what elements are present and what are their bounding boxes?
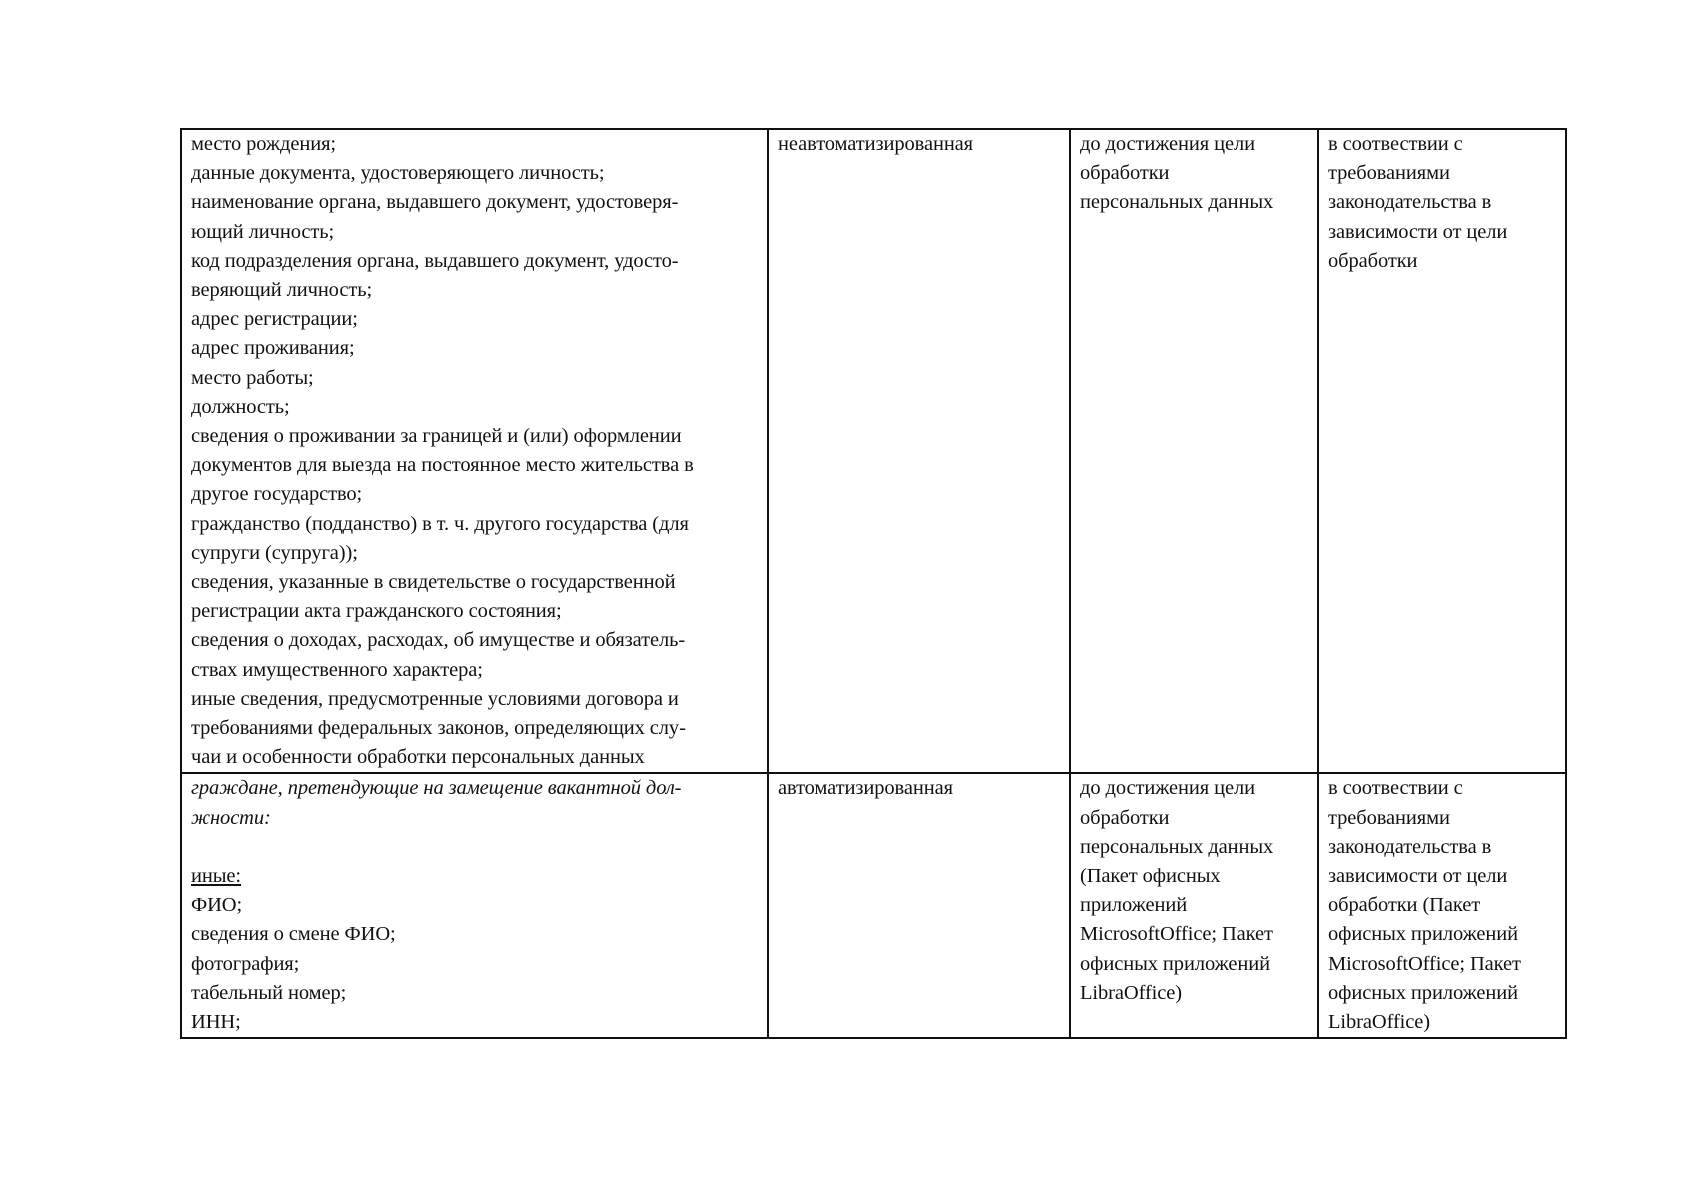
storage-term-line: законодательства в (1328, 191, 1492, 214)
processing-term-line: персональных данных (1080, 835, 1274, 858)
blank-line (191, 833, 761, 862)
processing-term-line: обработки (1080, 162, 1170, 185)
processing-term-line: LibraOffice) (1080, 981, 1183, 1004)
storage-term-line: обработки (Пакет (1328, 894, 1481, 917)
table-row (181, 129, 1566, 773)
processing-method-cell (768, 129, 1070, 773)
processing-term-line: до достижения цели (1080, 777, 1255, 800)
storage-term-line: законодательства в (1328, 835, 1492, 858)
storage-term-line: требованиями (1328, 162, 1450, 185)
storage-term-cell (1318, 129, 1566, 773)
processing-term-line: до достижения цели (1080, 133, 1255, 155)
category-line: иные сведения, предусмотренные условиями договора и (191, 687, 679, 710)
category-line: код подразделения органа, выдавшего документ, удосто- (191, 249, 679, 272)
category-line: другое государство; (191, 483, 363, 506)
category-line: требованиями федеральных законов, определяющих слу- (191, 717, 686, 740)
data-categories-cell (181, 129, 768, 773)
category-line: должность; (191, 395, 290, 418)
category-line: ИНН; (191, 1011, 241, 1034)
subject-category-line: граждане, претендующие на замещение вакантной дол- (191, 777, 682, 800)
processing-term-cell (1070, 773, 1318, 1038)
processing-term-line: (Пакет офисных (1080, 865, 1221, 888)
data-categories-cell (181, 773, 768, 1038)
category-line: фотография; (191, 952, 300, 975)
processing-term-line: офисных приложений (1080, 952, 1270, 975)
storage-term-line: требованиями (1328, 806, 1450, 829)
category-line: веряющий личность; (191, 279, 373, 302)
storage-term-line: обработки (1328, 249, 1418, 272)
category-line: ствах имущественного характера; (191, 658, 483, 681)
category-line: данные документа, удостоверяющего личность; (191, 162, 605, 185)
table-row (181, 773, 1566, 1038)
category-line: ФИО; (191, 894, 243, 917)
category-line: ющий личность; (191, 220, 335, 243)
category-line: адрес регистрации; (191, 308, 358, 331)
processing-method-cell (768, 773, 1070, 1038)
storage-term-line: в соотвествии с (1328, 777, 1463, 800)
processing-term-line: персональных данных (1080, 191, 1274, 214)
category-line: адрес проживания; (191, 337, 355, 360)
category-line: наименование органа, выдавшего документ, удостоверя- (191, 191, 679, 214)
storage-term-cell (1318, 773, 1566, 1038)
category-line: сведения о смене ФИО; (191, 923, 396, 946)
processing-term-line: приложений (1080, 894, 1188, 917)
storage-term-line: LibraOffice) (1328, 1011, 1431, 1034)
storage-term-line: в соотвествии с (1328, 133, 1463, 155)
personal-data-table (180, 128, 1567, 1039)
storage-term-line: офисных приложений (1328, 923, 1518, 946)
category-line: гражданство (подданство) в т. ч. другого государства (для (191, 512, 689, 535)
category-line: место работы; (191, 366, 314, 389)
subject-category-line: жности: (191, 806, 271, 829)
category-line: документов для выезда на постоянное место жительства в (191, 454, 694, 477)
category-line: табельный номер; (191, 981, 347, 1004)
storage-term-line: офисных приложений (1328, 981, 1518, 1004)
category-line: сведения о доходах, расходах, об имуществе и обязатель- (191, 629, 686, 652)
category-line: супруги (супруга)); (191, 541, 358, 564)
storage-term-line: зависимости от цели (1328, 220, 1508, 243)
storage-term-line: MicrosoftOffice; Пакет (1328, 952, 1521, 975)
category-line: сведения, указанные в свидетельстве о государственной (191, 571, 676, 594)
category-line: регистрации акта гражданского состояния; (191, 600, 562, 623)
storage-term-line: зависимости от цели (1328, 865, 1508, 888)
category-line: место рождения; (191, 133, 336, 155)
other-heading: иные: (191, 865, 242, 888)
category-line: чаи и особенности обработки персональных данных (191, 746, 645, 769)
processing-term-line: обработки (1080, 806, 1170, 829)
processing-term-line: MicrosoftOffice; Пакет (1080, 923, 1273, 946)
category-line: сведения о проживании за границей и (или) оформлении (191, 425, 682, 448)
processing-method: автоматизированная (778, 777, 953, 800)
processing-term-cell (1070, 129, 1318, 773)
processing-method: неавтоматизированная (778, 133, 974, 155)
